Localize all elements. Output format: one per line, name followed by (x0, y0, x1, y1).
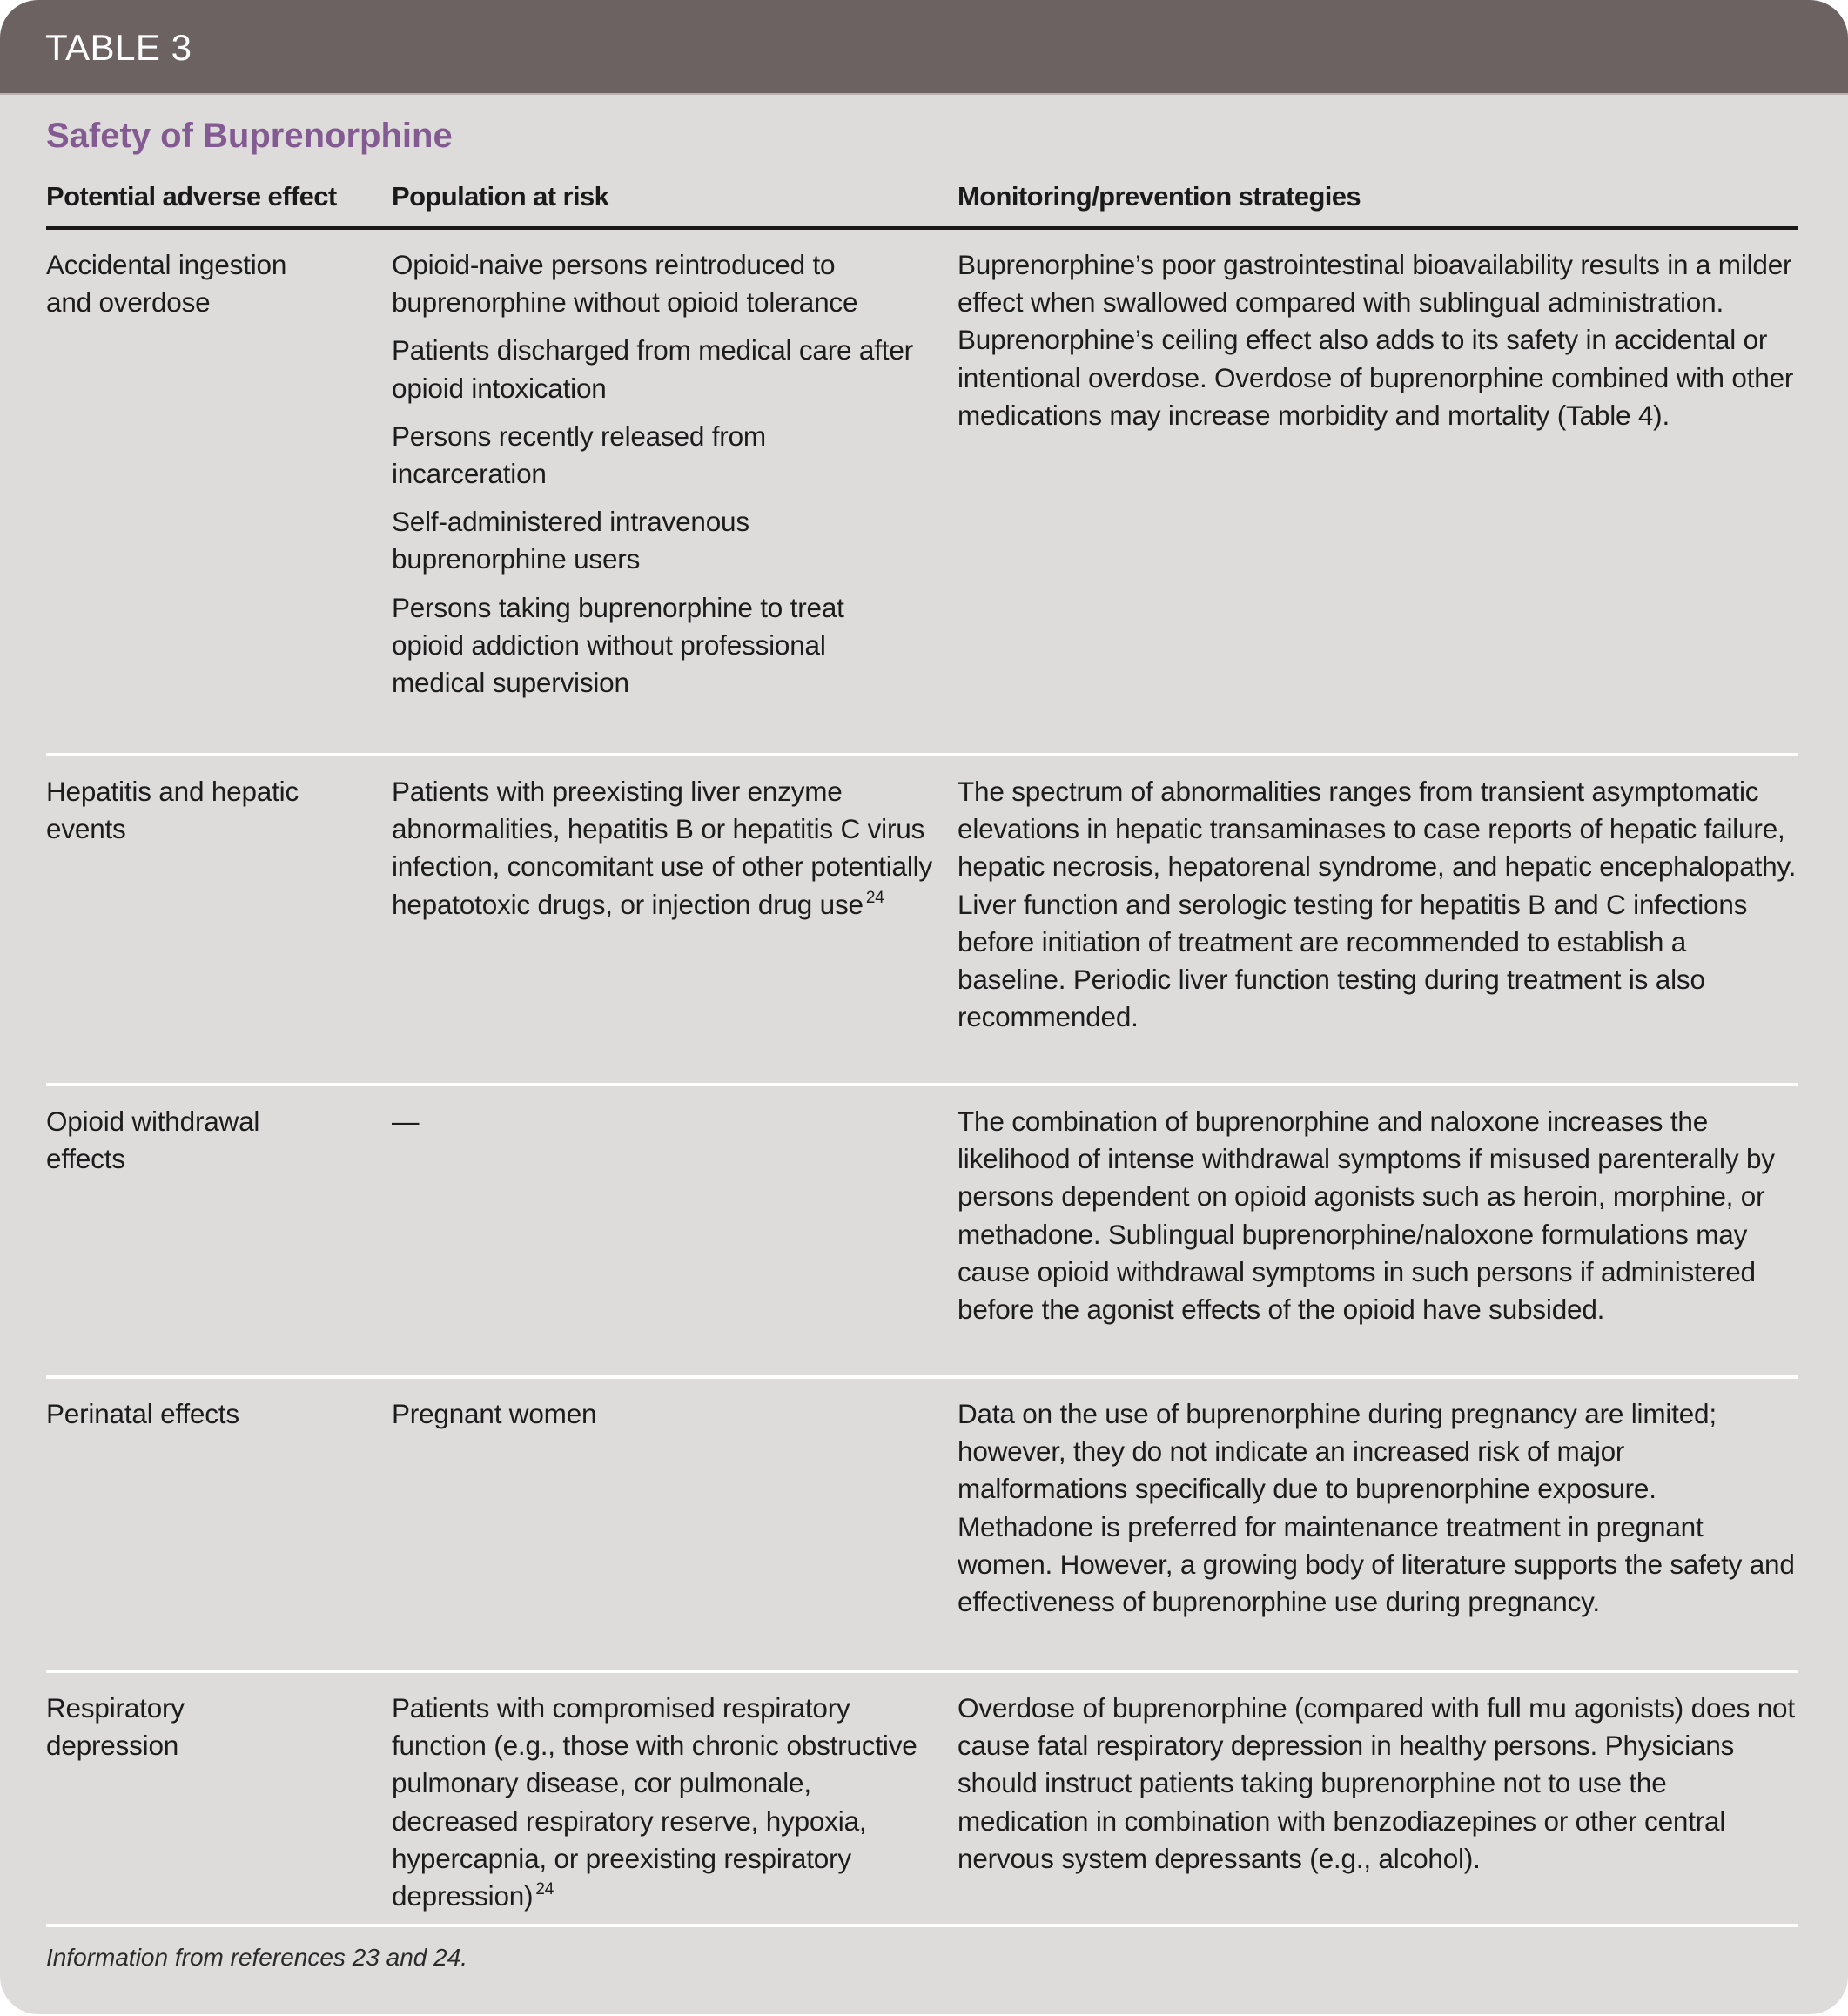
strategy-cell: Data on the use of buprenorphine during pregnancy are limited; however, they do not indicate an increased risk of major malformations specifically due to buprenorphine exposure. Methadone is preferred for maintenance treatment in pregnant women. However, a growing body of literature supports the safety and effectiveness of buprenorphine use during pregnancy. (958, 1398, 1795, 1618)
table-row (46, 756, 1798, 1086)
adverse-effect-cell: Perinatal effects (46, 1398, 239, 1429)
table-number-label: TABLE 3 (45, 27, 192, 68)
population-cell (392, 1690, 936, 1915)
column-header-population: Population at risk (392, 181, 609, 212)
column-header-adverse-effect: Potential adverse effect (46, 181, 337, 212)
column-header-strategies: Monitoring/prevention strategies (958, 181, 1361, 212)
population-item (392, 773, 936, 924)
reference-superscript: 24 (535, 1880, 554, 1899)
population-cell (392, 1103, 914, 1140)
population-text: Patients with compromised respiratory function (e.g., those with chronic obstructive pulmonary disease, cor pulmonale, decreased respiratory reserve, hypoxia, hypercapnia, or preexisting respiratory depression) (392, 1692, 917, 1912)
adverse-effect-cell: Opioid withdrawal effects (46, 1105, 260, 1175)
strategy-cell: The spectrum of abnormalities ranges from transient asymptomatic elevations in hepatic transaminases to case reports of hepatic failure, hepatic necrosis, hepatorenal syndrome, and hepatic encephalopathy. Liver function and serologic testing for hepatitis B and C infections before initiation of treatment are recommended to establish a baseline. Periodic liver function testing during treatment is also recommended. (958, 776, 1797, 1033)
population-item: Opioid-naive persons reintroduced to buprenorphine without opioid tolerance (392, 249, 858, 319)
table-row (46, 1379, 1798, 1673)
population-item (392, 1690, 936, 1915)
population-item: Patients discharged from medical care after opioid intoxication (392, 334, 913, 404)
reference-superscript: 24 (865, 888, 884, 907)
population-text: Patients with preexisting liver enzyme abnormalities, hepatitis B or hepatitis C virus infection, concomitant use of other potentially hepatotoxic drugs, or injection drug use (392, 776, 932, 920)
population-cell (392, 1395, 914, 1433)
safety-table (46, 174, 1798, 1927)
population-item: — (392, 1105, 420, 1137)
table-row (46, 1673, 1798, 1927)
strategy-cell: The combination of buprenorphine and naloxone increases the likelihood of intense withdrawal symptoms if misused parenterally by persons dependent on opioid agonists such as heroin, morphine, or methadone. Sublingual buprenorphine/naloxone formulations may cause opioid withdrawal symptoms in such persons if administered before the agonist effects of the opioid have subsided. (958, 1105, 1775, 1326)
adverse-effect-cell: Hepatitis and hepatic events (46, 776, 299, 845)
population-item: Persons taking buprenorphine to treat opioid addiction without professional medical supervision (392, 591, 844, 699)
population-item: Self-administered intravenous buprenorphine users (392, 506, 749, 575)
table-row (46, 230, 1798, 756)
table-banner (0, 0, 1848, 95)
strategy-cell: Buprenorphine’s poor gastrointestinal bioavailability results in a milder effect when swallowed compared with sublingual administration. Buprenorphine’s ceiling effect also adds to its safety in accidental or intentional overdose. Overdose of buprenorphine combined with other medications may increase morbidity and mortality (Table 4). (958, 249, 1794, 431)
table-row (46, 1086, 1798, 1379)
adverse-effect-cell: Accidental ingestion and overdose (46, 249, 287, 319)
population-item: Persons recently released from incarceration (392, 420, 766, 490)
table-title: Safety of Buprenorphine (46, 117, 453, 155)
population-cell (392, 773, 936, 924)
strategy-cell: Overdose of buprenorphine (compared with full mu agonists) does not cause fatal respiratory depression in healthy persons. Physicians should instruct patients taking buprenorphine not to use the medication in combination with benzodiazepines or other central nervous system depressants (e.g., alcohol). (958, 1692, 1795, 1874)
population-item: Pregnant women (392, 1398, 597, 1429)
population-cell (392, 246, 914, 702)
adverse-effect-cell: Respiratory depression (46, 1692, 185, 1762)
table-footnote: Information from references 23 and 24. (46, 1944, 468, 1971)
table-header-row (46, 174, 1798, 230)
